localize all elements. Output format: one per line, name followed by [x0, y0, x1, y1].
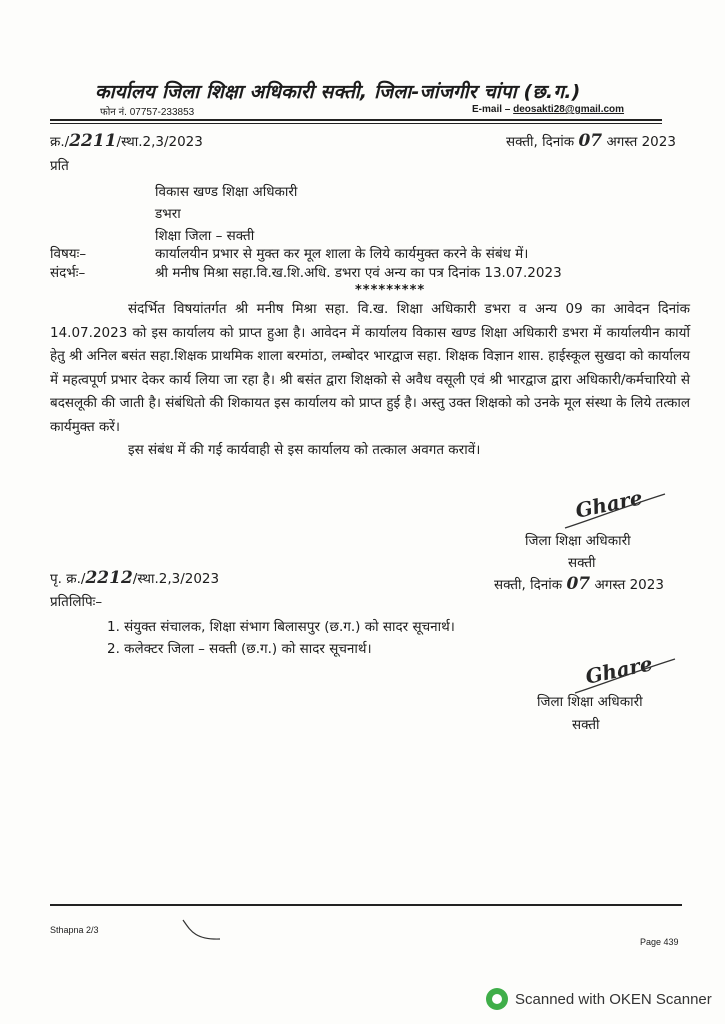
email-label: E-mail — [472, 104, 503, 115]
letter-body — [50, 298, 690, 463]
header-rule-thin — [50, 123, 662, 124]
signature-1-designation: जिला शिक्षा अधिकारी — [525, 533, 631, 549]
signature-1-place: सक्ती — [568, 555, 596, 571]
separator-stars: ********* — [355, 283, 426, 298]
to-label: प्रति — [50, 158, 69, 174]
email-address: deosakti28@gmail.com — [513, 104, 625, 115]
body-paragraph-1: संदर्भित विषयांतर्गत श्री मनीष मिश्रा सहा. वि.ख. शिक्षा अधिकारी डभरा व अन्य 09 का आवेदन दिनांक 14.07.2023 को इस कार्यालय को प्राप्त हुआ है। आवेदन में कार्यालय विकास खण्ड शिक्षा अधिकारी डभरा में कार्यालयीन कार्यो हेतु श्री अनिल बसंत सहा.शिक्षक प्राथमिक शाला बरमांठा, लम्बोदर भारद्वाज सहा. शिक्षक विज्ञान शास. हाईस्कूल सुखदा को कार्यालय में महत्वपूर्ण प्रभार देकर कार्य लिया जा रहा है। श्री बसंत द्वारा शिक्षको से अवैध वसूली एवं श्री भारद्वाज द्वारा अधिकारी/कर्मचारियो से बदसलूकी की जाती है। संबंधितो की शिकायत इस कार्यालय को प्राप्त हुई है। अस्तु उक्त शिक्षको को उनके मूल संस्था के लिये तत्काल कार्यमुक्त करें। — [50, 301, 690, 435]
letter-date: सक्ती, दिनांक 07 अगस्त 2023 — [506, 131, 676, 151]
reference-text: श्री मनीष मिश्रा सहा.वि.ख.शि.अधि. डभरा एवं अन्य का पत्र दिनांक 13.07.2023 — [155, 265, 562, 281]
handwritten-date: 07 — [578, 131, 603, 151]
page-number: Page 439 — [640, 937, 679, 947]
footer-left-text: Sthapna 2/3 — [50, 925, 99, 935]
letterhead-title: कार्यालय जिला शिक्षा अधिकारी सक्ती, जिला-जांजगीर चांपा (छ.ग.) — [95, 81, 581, 103]
addressee-line-1: विकास खण्ड शिक्षा अधिकारी — [155, 184, 298, 200]
signature-1: Ghare — [573, 485, 645, 523]
scanner-text: Scanned with OKEN Scanner — [515, 990, 712, 1008]
handwritten-number: 2211 — [69, 131, 117, 151]
copy-item-1: 1. संयुक्त संचालक, शिक्षा संभाग बिलासपुर (छ.ग.) को सादर सूचनार्थ। — [107, 619, 455, 635]
handwritten-copy-number: 2212 — [85, 568, 133, 588]
signature-2-designation: जिला शिक्षा अधिकारी — [537, 694, 643, 710]
subject-text: कार्यालयीन प्रभार से मुक्त कर मूल शाला के लिये कार्यमुक्त करने के संबंध में। — [155, 246, 529, 262]
copy-letter-date: सक्ती, दिनांक 07 अगस्त 2023 — [494, 574, 664, 594]
body-paragraph-2: इस संबंध में की गई कार्यवाही से इस कार्यालय को तत्काल अवगत करावें। — [128, 442, 481, 458]
copy-item-2: 2. कलेक्टर जिला – सक्ती (छ.ग.) को सादर सूचनार्थ। — [107, 641, 372, 657]
phone-number: फोन नं. 07757-233853 — [100, 107, 195, 118]
copies-label: प्रतिलिपिः– — [50, 594, 103, 610]
subject-label: विषयः– — [50, 246, 87, 262]
pen-mark — [180, 915, 225, 945]
handwritten-copy-date: 07 — [566, 574, 591, 594]
scanner-watermark — [486, 988, 712, 1010]
signature-1-stroke — [560, 490, 670, 535]
letter-number: क्र./2211/स्था.2,3/2023 — [50, 131, 203, 151]
signature-2: Ghare — [583, 651, 655, 689]
copy-letter-number: पृ. क्र./2212/स्था.2,3/2023 — [50, 568, 220, 588]
reference-label: संदर्भः– — [50, 265, 86, 281]
email-block: E-mail – deosakti28@gmail.com — [472, 104, 625, 115]
addressee-line-2: डभरा — [155, 206, 181, 222]
signature-2-place: सक्ती — [572, 717, 600, 733]
header-rule — [50, 119, 662, 121]
footer-rule — [50, 904, 682, 906]
oken-logo-icon — [486, 988, 508, 1010]
addressee-line-3: शिक्षा जिला – सक्ती — [155, 228, 255, 244]
